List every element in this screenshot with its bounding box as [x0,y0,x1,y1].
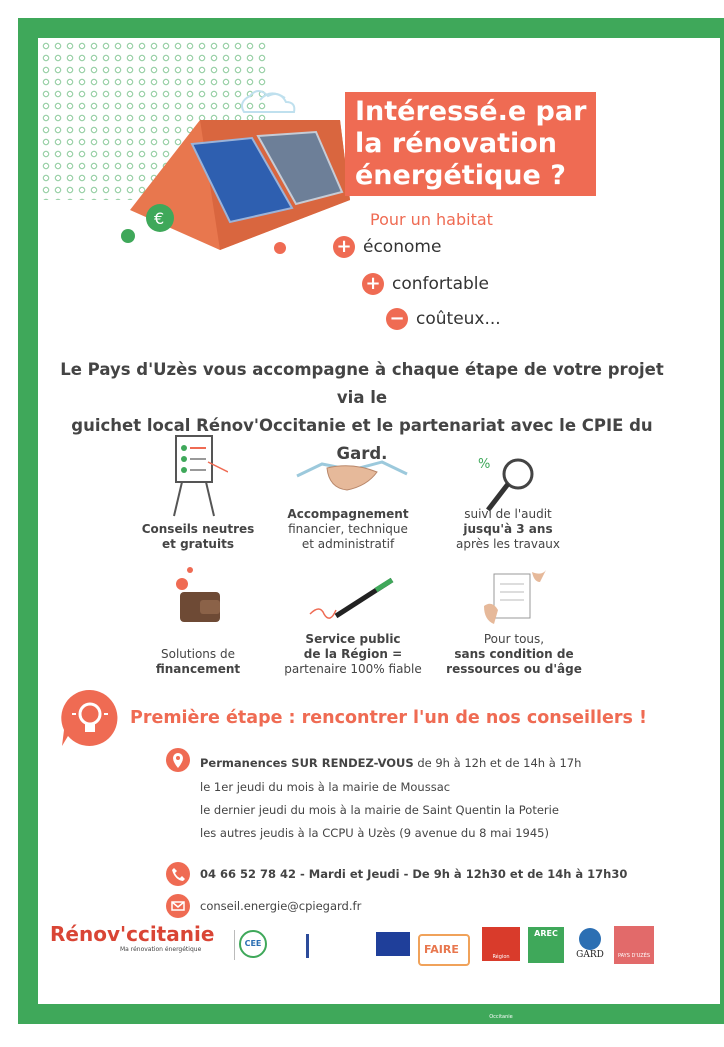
phone-line[interactable]: 04 66 52 78 42 - Mardi et Jeudi - De 9h à 12h30 et de 14h à 17h30 [200,867,628,881]
arec-logo: AREC [528,927,564,963]
headline-box [345,92,596,196]
minus-icon: − [386,308,408,330]
feature-suivi: suivi de l'audit jusqu'à 3 ans après les travaux [455,507,561,551]
bullet-text: économe [363,237,442,257]
eu-flag-logo [376,932,410,956]
feature-pour-tous: Pour tous, sans condition de ressources ou d'âge [446,632,582,676]
feature-accompagnement: Accompagnement financier, technique et administratif [287,507,409,551]
faire-logo: FAIRE [418,934,470,966]
bullet-econome [333,236,441,258]
region-occitanie-logo: Région Occitanie [482,927,520,961]
intro-line-2: guichet local Rénov'Occitanie et le partenariat avec le CPIE du Gard. [71,416,653,463]
step-title: Première étape : rencontrer l'un de nos conseillers ! [130,708,648,728]
bank-logo [306,934,367,958]
subtitle: Pour un habitat [370,210,493,229]
permanence-moussac: le 1er jeudi du mois à la mairie de Moussac [200,780,451,794]
permanence-saint-quentin: le dernier jeudi du mois à la mairie de Saint Quentin la Poterie [200,803,559,817]
handshake-icon [292,446,412,496]
email-icon [166,894,190,918]
headline-line-1: Intéressé.e par [355,96,587,127]
bullet-confortable [362,273,489,295]
headline-line-3: énergétique ? [355,160,566,191]
headline-line-2: la rénovation [355,128,558,159]
feature-conseils: Conseils neutres et gratuits [141,522,255,551]
email-address[interactable]: conseil.energie@cpiegard.fr [200,899,362,913]
plus-icon: + [362,273,384,295]
permanences-line: Permanences SUR RENDEZ-VOUS de 9h à 12h et de 14h à 17h [200,756,582,770]
feature-financement: Solutions de financement [155,647,241,676]
lightbulb-badge-icon [58,686,122,750]
svg-text:€: € [154,209,165,228]
plus-icon: + [333,236,355,258]
gard-logo: GARD [574,928,606,968]
feature-service-public: Service public de la Région = partenaire 100% fiable [284,632,422,676]
location-pin-icon [166,748,190,774]
pays-uzes-logo: PAYS D'UZÈS [614,926,654,964]
bullet-text: coûteux... [416,309,501,329]
wallet-icon [170,566,230,626]
cee-logo: CEE [234,930,303,960]
svg-text:%: % [478,457,491,472]
phone-icon [166,862,190,886]
pen-signature-icon [306,574,406,624]
document-hands-icon [480,566,550,628]
permanence-uzes: les autres jeudis à la CCPU à Uzès (9 avenue du 8 mai 1945) [200,826,549,840]
bullet-couteux [386,308,501,330]
roof-solar-illustration [110,80,360,260]
intro-line-1: Le Pays d'Uzès vous accompagne à chaque étape de votre projet via le [60,360,664,407]
bullet-text: confortable [392,274,489,294]
renov-occitanie-logo: Rénov'ccitanie Ma rénovation énergétique [50,922,215,953]
flipchart-icon [168,432,228,518]
